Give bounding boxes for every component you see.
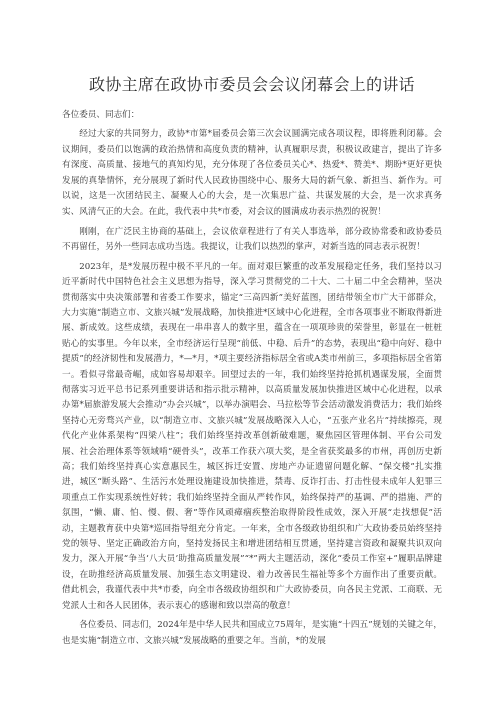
speech-title: 政协主席在政协市委员会会议闭幕会上的讲话 <box>88 75 415 94</box>
paragraph-outlook-2024: 各位委员、同志们，2024年是中华人民共和国成立75周年，是实施“十四五”规划的关键之年，也是实施“制造立市、文旅兴城”发展战略的重要之年。当前，*的发展 <box>62 620 442 646</box>
paragraph-opening: 经过大家的共同努力，政协*市第*届委员会第三次会议圆满完成各项议程，即将胜利闭幕。会议期间，委员们以饱满的政治热情和高度负责的精神，认真履职尽责，积极议政建言，提出了许多有深度、高质量、接地气的真知灼见，充分体现了各位委员关心*、热爱*、赞美*、期盼*更好更快发展的真挚情怀，充分展现了新时代人民政协围绕中心、服务大局的新气象、新担当、新作为。可以说，这是一次团结民主、凝聚人心的大会，是一次集思广益、共谋发展的大会，是一次求真务实、风清气正的大会。在此，我代表中共*市委，对会议的圆满成功表示热烈的祝贺！ <box>62 129 442 217</box>
paragraph-review-2023: 2023年，是*发展历程中极不平凡的一年。面对艰巨繁重的改革发展稳定任务，我们坚持以习近平新时代中国特色社会主义思想为指导，深入学习贯彻党的二十大、二十届二中全会精神，坚决贯彻落实中央决策部署和省委工作要求，锚定“三高四新”美好蓝图，团结带领全市广大干部群众，大力实施“制造立市、文旅兴城”发展战略，加快推进*区域中心化进程，全市各项事业不断取得新进展、新成效。这些成绩，表现在一串串喜人的数字里，蕴含在一项项珍贵的荣誉里，彰显在一桩桩贴心的实事里。今年以来，全市经济运行呈现“前低、中稳、后升”的态势，表现出“稳中向好、稳中提质”的经济韧性和发展潜力，*—*月，*项主要经济指标居全省或A类市州前三，多项指标居全省第一。看似寻常最奇崛，成如容易却艰辛。回望过去的一年，我们始终坚持抢抓机遇谋发展，全面贯彻落实习近平总书记系列重要讲话和指示批示精神，以高质量发展加快推进区域中心化进程，以承办第*届旅游发展大会推动“办会兴城”，以举办演唱会、马拉松等节会活动激发消费活力；我们始终坚持心无旁骛兴产业，以“制造立市、文旅兴城”发展战略深入人心，“五张产业名片”持续擦亮，现代化产业体系架构“四梁八柱”；我们始终坚持改革创新破难题，聚焦园区管理体制、平台公司发展、社会治理体系等领域啃“硬骨头”，改革工作获六项大奖，是全省获奖最多的市州，再创历史新高；我们始终坚持真心实意惠民生，城区拆迁安置、房地产办证遗留问题化解、“保交楼”扎实推进，城区“断头路”、生活污水处理设施建设加快推进，禁毒、反诈打击、打击性侵未成年人犯罪三项重点工作实现系统性好转；我们始终坚持全面从严转作风，始终保持严的基调、严的措施、严的氛围，“懒、庸、怕、慢、假、奢”等作风顽瘴痼疾整治取得阶段性成效，深入开展“走找想促”活动，主题教育获中央第*巡回指导组充分肯定。一年来，全市各级政协组织和广大政协委员始终坚持党的领导、坚定正确政治方向，坚持发扬民主和增进团结相互贯通，坚持建言资政和凝聚共识双向发力，深入开展“争当‘八大员’助推高质量发展”“*”两大主题活动，深化“委员工作室+”履职品牌建设，在助推经济高质量发展、加强生态文明建设、着力改善民生福祉等多个方面作出了重要贡献。借此机会，我谨代表中共*市委，向全市各级政协组织和广大政协委员，向各民主党派、工商联、无党派人士和各人民团体，表示衷心的感谢和致以崇高的敬意！ <box>62 261 442 611</box>
paragraph-election: 刚刚，在广泛民主协商的基础上，会议依章程进行了有关人事选举，部分政协常委和政协委员不再留任，另外一些同志成功当选。我提议，让我们以热烈的掌声，对新当选的同志表示祝贺！ <box>62 226 442 253</box>
salutation: 各位委员、同志们： <box>62 110 140 120</box>
